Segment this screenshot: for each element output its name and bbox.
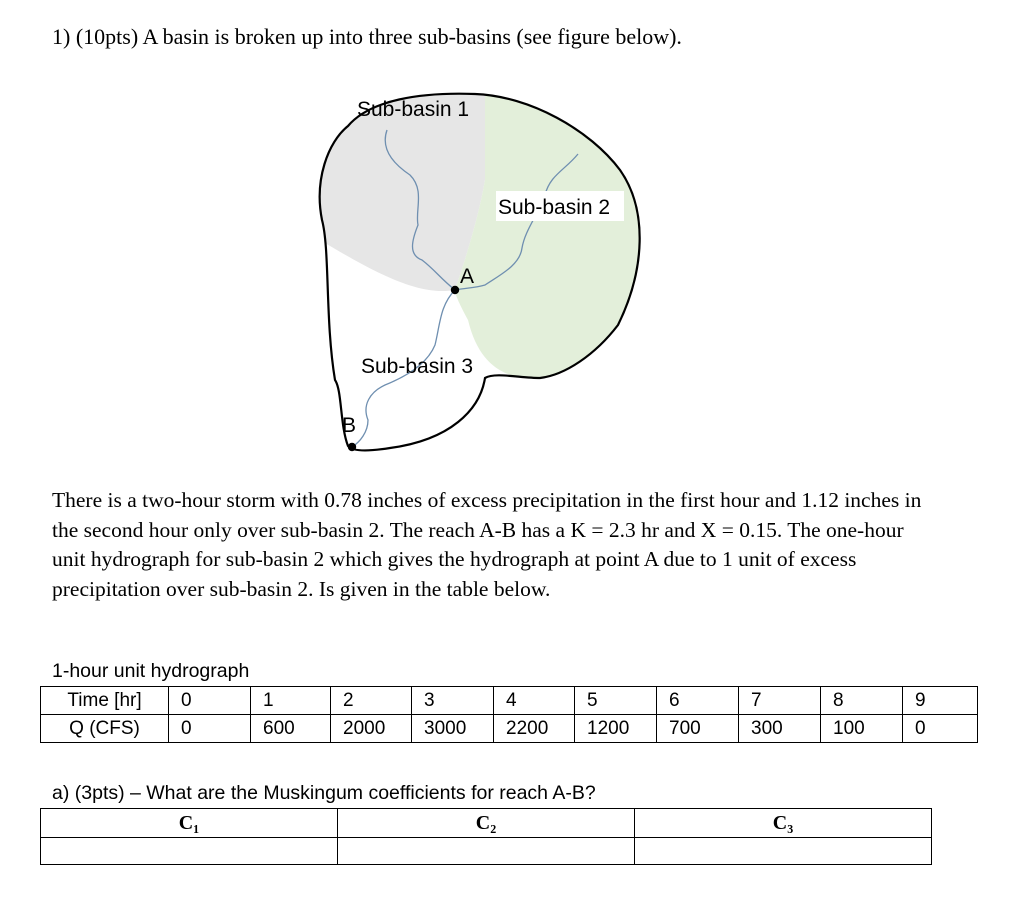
c1-header: C₁ [41,809,338,838]
unit-hydrograph-table [40,686,978,743]
time-header: Time [hr] [41,687,169,715]
time-cell: 4 [494,687,575,715]
time-cell: 9 [903,687,978,715]
subbasin3-label: Sub-basin 3 [361,355,474,378]
time-cell: 8 [821,687,903,715]
q-cell: 600 [251,715,331,743]
time-cell: 1 [251,687,331,715]
q-cell: 2200 [494,715,575,743]
coef-header-row [41,809,932,838]
coef-answer-row [41,838,932,865]
time-cell: 0 [169,687,251,715]
q-cell: 2000 [331,715,412,743]
subbasin2-region [455,80,660,460]
time-cell: 7 [739,687,821,715]
time-cell: 2 [331,687,412,715]
q-cell: 1200 [575,715,657,743]
subbasin2-label: Sub-basin 2 [498,196,611,219]
q-cell: 3000 [412,715,494,743]
basin-figure [300,80,660,460]
time-row [41,687,978,715]
q-cell: 0 [169,715,251,743]
question-title: 1) (10pts) A basin is broken up into three sub-basins (see figure below). [52,24,682,49]
muskingum-coefficients-table [40,808,932,865]
c3-header: C₃ [635,809,932,838]
point-b-label: B [342,414,357,437]
c2-header: C₂ [338,809,635,838]
q-header: Q (CFS) [41,715,169,743]
time-cell: 3 [412,687,494,715]
q-cell: 300 [739,715,821,743]
time-cell: 6 [657,687,739,715]
subbasin1-label: Sub-basin 1 [357,98,470,121]
point-b-marker [348,443,356,451]
point-a-marker [451,286,459,294]
c1-answer-cell[interactable] [41,838,338,865]
part-a-question: a) (3pts) – What are the Muskingum coefficients for reach A-B? [52,782,596,804]
time-cell: 5 [575,687,657,715]
q-cell: 100 [821,715,903,743]
c2-answer-cell[interactable] [338,838,635,865]
q-cell: 700 [657,715,739,743]
problem-text: There is a two-hour storm with 0.78 inches of excess precipitation in the first hour and 1.12 inches in the second hour only over sub-basin 2. The reach A-B has a K = 2.3 hr and X = 0.15. The one-hour unit hydrograph for sub-basin 2 which gives the hydrograph at point A due to 1 unit of excess precipitation over sub-basin 2. Is given in the table below. [52,488,922,601]
unit-hydrograph-title: 1-hour unit hydrograph [52,660,250,682]
c3-answer-cell[interactable] [635,838,932,865]
q-row [41,715,978,743]
q-cell: 0 [903,715,978,743]
point-a-label: A [460,265,475,288]
